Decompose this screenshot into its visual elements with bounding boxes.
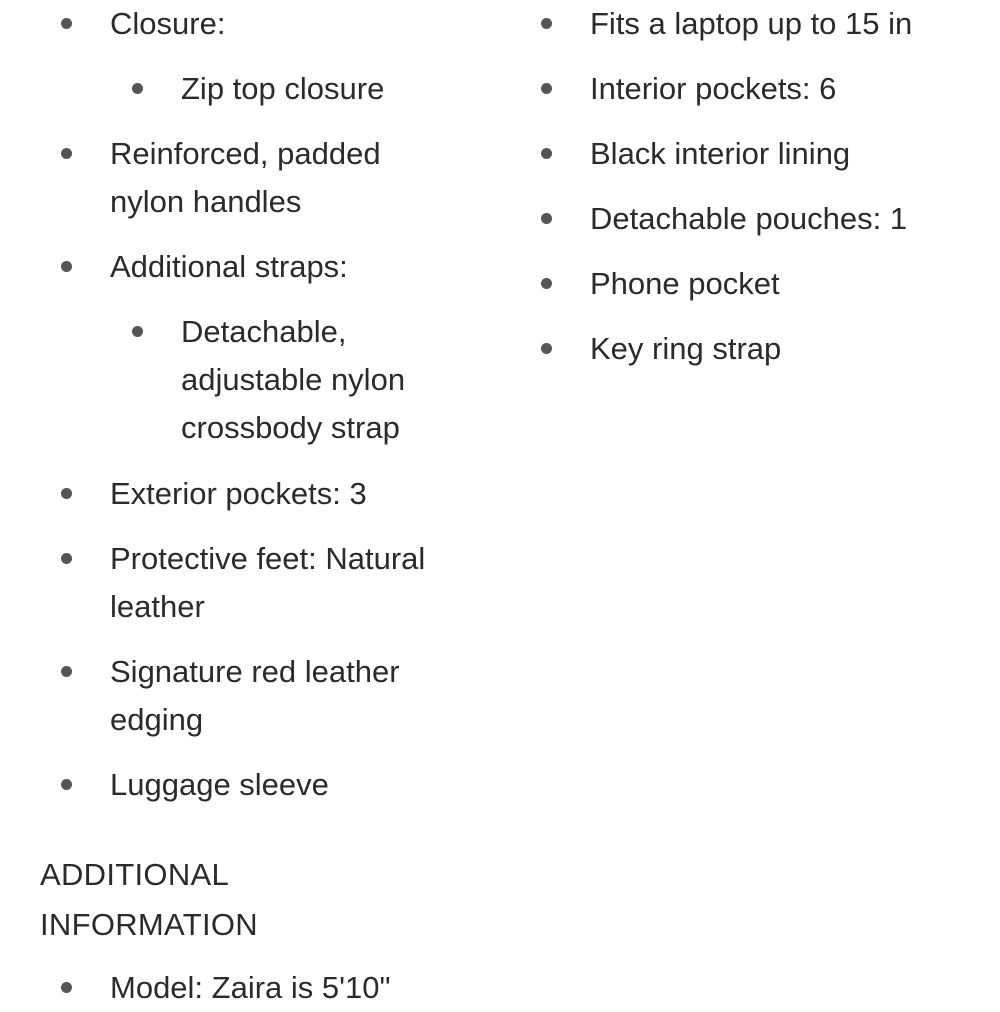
list-item-label: Luggage sleeve bbox=[110, 767, 329, 802]
list-item-label: edging bbox=[110, 702, 204, 737]
section-heading-cont: INFORMATION bbox=[40, 907, 258, 942]
bullet-icon bbox=[541, 83, 552, 94]
list-item-label: Additional straps: bbox=[110, 249, 348, 284]
bullet-icon bbox=[61, 666, 72, 677]
list-item-label: Detachable pouches: 1 bbox=[590, 201, 908, 236]
list-item-label: Model: Zaira is 5'10" bbox=[110, 970, 391, 1005]
list-item-label: Interior pockets: 6 bbox=[590, 71, 837, 106]
list-item-label: Phone pocket bbox=[590, 266, 780, 301]
list-item-label: Zip top closure bbox=[181, 71, 385, 106]
bullet-icon bbox=[541, 148, 552, 159]
list-item-label: nylon handles bbox=[110, 184, 302, 219]
list-item-label: leather bbox=[110, 589, 205, 624]
bullet-icon bbox=[132, 83, 143, 94]
bullet-icon bbox=[541, 278, 552, 289]
bullet-icon bbox=[541, 213, 552, 224]
bullet-icon bbox=[61, 261, 72, 272]
list-item-label: Reinforced, padded bbox=[110, 136, 381, 171]
bullet-icon bbox=[541, 343, 552, 354]
list-item-label: Closure: bbox=[110, 6, 226, 41]
bullet-icon bbox=[61, 488, 72, 499]
list-item-label: Detachable, bbox=[181, 314, 347, 349]
list-item-label: adjustable nylon bbox=[181, 362, 406, 397]
list-item-label: Protective feet: Natural bbox=[110, 541, 426, 576]
list-item-label: Black interior lining bbox=[590, 136, 851, 171]
bullet-icon bbox=[132, 326, 143, 337]
list-item-label: Signature red leather bbox=[110, 654, 400, 689]
bullet-icon bbox=[61, 982, 72, 993]
bullet-icon bbox=[61, 779, 72, 790]
bullet-icon bbox=[61, 553, 72, 564]
list-item-label: Exterior pockets: 3 bbox=[110, 476, 367, 511]
bullet-icon bbox=[541, 18, 552, 29]
bullet-icon bbox=[61, 18, 72, 29]
bullet-icon bbox=[61, 148, 72, 159]
list-item-label: crossbody strap bbox=[181, 410, 400, 445]
section-heading: ADDITIONAL bbox=[40, 857, 230, 892]
list-item-label: Key ring strap bbox=[590, 331, 782, 366]
list-item-label: Fits a laptop up to 15 in bbox=[590, 6, 913, 41]
